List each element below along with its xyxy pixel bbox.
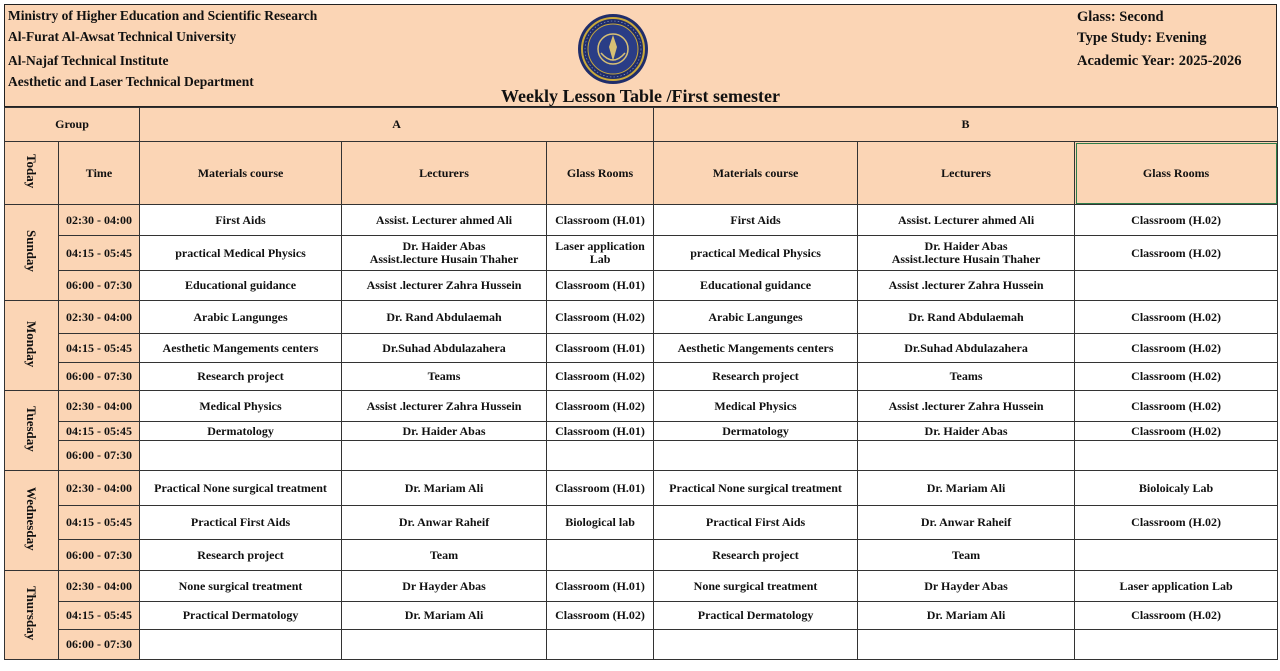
b-rooms-header[interactable]: Glass Rooms: [1075, 142, 1278, 205]
table-row: [5, 630, 1278, 660]
b-course-cell: Practical Dermatology: [654, 602, 858, 630]
b-course-cell: Medical Physics: [654, 391, 858, 422]
time-cell: 02:30 - 04:00: [59, 391, 140, 422]
b-lecturer-cell: Dr. Haider Abas: [858, 422, 1075, 441]
time-header: Time: [59, 142, 140, 205]
day-label: Wednesday: [24, 487, 39, 551]
b-room-cell: Bioloicaly Lab: [1075, 471, 1278, 506]
b-lecturer-cell: Dr Hayder Abas: [858, 571, 1075, 602]
b-course-cell: Dermatology: [654, 422, 858, 441]
time-cell: 04:15 - 05:45: [59, 236, 140, 271]
b-lecturer-cell: Dr. Anwar Raheif: [858, 506, 1075, 540]
table-row: [5, 391, 1278, 422]
time-cell: 06:00 - 07:30: [59, 540, 140, 571]
a-course-cell: Dermatology: [140, 422, 342, 441]
table-row: [5, 301, 1278, 334]
a-lecturer-cell: Teams: [342, 363, 547, 391]
b-room-cell: Classroom (H.02): [1075, 205, 1278, 236]
a-lecturer-cell: [342, 630, 547, 660]
a-course-cell: Practical Dermatology: [140, 602, 342, 630]
b-course-cell: Aesthetic Mangements centers: [654, 334, 858, 363]
day-cell: [5, 571, 59, 660]
a-course-cell: Practical None surgical treatment: [140, 471, 342, 506]
a-room-cell: Biological lab: [547, 506, 654, 540]
b-lecturer-cell: Dr. Rand Abdulaemah: [858, 301, 1075, 334]
day-label: Thursday: [24, 586, 39, 641]
group-b-header: B: [654, 108, 1278, 142]
a-room-cell: Classroom (H.01): [547, 571, 654, 602]
b-lecturer-cell: [858, 441, 1075, 471]
b-lecturers-header: Lecturers: [858, 142, 1075, 205]
b-room-cell: [1075, 271, 1278, 301]
b-course-cell: Research project: [654, 363, 858, 391]
table-row: [5, 602, 1278, 630]
table-row: [5, 471, 1278, 506]
table-row: [5, 422, 1278, 441]
a-rooms-header: Glass Rooms: [547, 142, 654, 205]
time-cell: 02:30 - 04:00: [59, 205, 140, 236]
table-row: [5, 334, 1278, 363]
a-room-cell: [547, 441, 654, 471]
b-room-cell: Classroom (H.02): [1075, 506, 1278, 540]
table-row: [5, 571, 1278, 602]
b-course-cell: [654, 441, 858, 471]
day-label: Sunday: [24, 230, 39, 272]
a-room-cell: Classroom (H.02): [547, 363, 654, 391]
b-room-cell: [1075, 540, 1278, 571]
a-course-cell: [140, 441, 342, 471]
ministry-line: Ministry of Higher Education and Scientific Research: [8, 8, 318, 23]
table-row: [5, 363, 1278, 391]
time-cell: 06:00 - 07:30: [59, 271, 140, 301]
a-lecturer-cell: Dr. Mariam Ali: [342, 602, 547, 630]
academic-year-line: Academic Year: 2025-2026: [1077, 53, 1242, 69]
day-cell: [5, 391, 59, 471]
a-room-cell: [547, 540, 654, 571]
day-cell: [5, 301, 59, 391]
table-row: [5, 506, 1278, 540]
table-row: [5, 540, 1278, 571]
b-lecturer-cell: [858, 630, 1075, 660]
b-course-cell: Educational guidance: [654, 271, 858, 301]
a-course-cell: practical Medical Physics: [140, 236, 342, 271]
a-room-cell: Classroom (H.01): [547, 205, 654, 236]
b-room-cell: Classroom (H.02): [1075, 602, 1278, 630]
a-room-cell: Classroom (H.01): [547, 334, 654, 363]
a-course-cell: Educational guidance: [140, 271, 342, 301]
a-course-cell: Arabic Langunges: [140, 301, 342, 334]
a-lecturer-cell: Dr. Haider Abas Assist.lecture Husain Thaher: [342, 236, 547, 271]
study-type-line: Type Study: Evening: [1077, 30, 1207, 46]
university-seal-icon: [577, 13, 649, 85]
b-room-cell: Classroom (H.02): [1075, 422, 1278, 441]
b-room-cell: Laser application Lab: [1075, 571, 1278, 602]
b-room-cell: [1075, 441, 1278, 471]
a-lecturer-cell: Team: [342, 540, 547, 571]
a-room-cell: [547, 630, 654, 660]
b-lecturer-cell: Assist. Lecturer ahmed Ali: [858, 205, 1075, 236]
b-lecturer-cell: Dr. Haider Abas Assist.lecture Husain Thaher: [858, 236, 1075, 271]
a-lecturers-header: Lecturers: [342, 142, 547, 205]
today-label: Today: [24, 154, 39, 189]
b-lecturer-cell: Dr. Mariam Ali: [858, 471, 1075, 506]
b-lecturer-cell: Team: [858, 540, 1075, 571]
table-row: [5, 236, 1278, 271]
b-lecturer-cell: Assist .lecturer Zahra Hussein: [858, 271, 1075, 301]
a-material-header: Materials course: [140, 142, 342, 205]
a-course-cell: Aesthetic Mangements centers: [140, 334, 342, 363]
b-course-cell: First Aids: [654, 205, 858, 236]
table-row: [5, 271, 1278, 301]
time-cell: 06:00 - 07:30: [59, 441, 140, 471]
a-lecturer-cell: Dr.Suhad Abdulazahera: [342, 334, 547, 363]
group-a-header: A: [140, 108, 654, 142]
a-room-cell: Classroom (H.02): [547, 602, 654, 630]
a-lecturer-cell: Dr Hayder Abas: [342, 571, 547, 602]
b-room-cell: Classroom (H.02): [1075, 334, 1278, 363]
a-room-cell: Classroom (H.02): [547, 391, 654, 422]
a-room-cell: Classroom (H.01): [547, 271, 654, 301]
b-lecturer-cell: Teams: [858, 363, 1075, 391]
time-cell: 06:00 - 07:30: [59, 630, 140, 660]
time-cell: 02:30 - 04:00: [59, 301, 140, 334]
time-cell: 04:15 - 05:45: [59, 334, 140, 363]
a-course-cell: Research project: [140, 540, 342, 571]
day-label: Tuesday: [24, 406, 39, 452]
day-label: Monday: [24, 320, 39, 368]
b-course-cell: None surgical treatment: [654, 571, 858, 602]
b-course-cell: practical Medical Physics: [654, 236, 858, 271]
column-header-row: [5, 142, 1278, 205]
b-material-header: Materials course: [654, 142, 858, 205]
day-cell: [5, 205, 59, 301]
department-line: Aesthetic and Laser Technical Department: [8, 74, 254, 89]
b-lecturer-cell: Dr. Mariam Ali: [858, 602, 1075, 630]
class-line: Glass: Second: [1077, 9, 1164, 25]
group-label: Group: [5, 108, 140, 142]
group-header-row: [5, 108, 1278, 142]
a-room-cell: Classroom (H.01): [547, 471, 654, 506]
a-lecturer-cell: Dr. Haider Abas: [342, 422, 547, 441]
a-room-cell: Classroom (H.01): [547, 422, 654, 441]
a-lecturer-cell: Assist. Lecturer ahmed Ali: [342, 205, 547, 236]
a-lecturer-cell: Assist .lecturer Zahra Hussein: [342, 391, 547, 422]
a-course-cell: None surgical treatment: [140, 571, 342, 602]
university-line: Al-Furat Al-Awsat Technical University: [8, 29, 237, 44]
a-lecturer-cell: Dr. Mariam Ali: [342, 471, 547, 506]
time-cell: 04:15 - 05:45: [59, 602, 140, 630]
page-title: Weekly Lesson Table /First semester: [501, 86, 780, 106]
b-room-cell: Classroom (H.02): [1075, 236, 1278, 271]
today-header: [5, 142, 59, 205]
a-room-cell: Classroom (H.02): [547, 301, 654, 334]
time-cell: 02:30 - 04:00: [59, 571, 140, 602]
a-lecturer-cell: [342, 441, 547, 471]
time-cell: 06:00 - 07:30: [59, 363, 140, 391]
b-course-cell: Arabic Langunges: [654, 301, 858, 334]
b-room-cell: [1075, 630, 1278, 660]
a-room-cell: Laser application Lab: [547, 236, 654, 271]
document-header: [4, 4, 1277, 107]
table-row: [5, 205, 1278, 236]
a-lecturer-cell: Dr. Rand Abdulaemah: [342, 301, 547, 334]
institute-line: Al-Najaf Technical Institute: [8, 53, 169, 68]
b-course-cell: Research project: [654, 540, 858, 571]
a-lecturer-cell: Dr. Anwar Raheif: [342, 506, 547, 540]
time-cell: 02:30 - 04:00: [59, 471, 140, 506]
a-course-cell: First Aids: [140, 205, 342, 236]
b-lecturer-cell: Dr.Suhad Abdulazahera: [858, 334, 1075, 363]
b-course-cell: [654, 630, 858, 660]
b-lecturer-cell: Assist .lecturer Zahra Hussein: [858, 391, 1075, 422]
a-course-cell: Research project: [140, 363, 342, 391]
table-row: [5, 441, 1278, 471]
a-course-cell: Practical First Aids: [140, 506, 342, 540]
b-room-cell: Classroom (H.02): [1075, 391, 1278, 422]
b-course-cell: Practical First Aids: [654, 506, 858, 540]
lesson-table: [4, 107, 1278, 660]
time-cell: 04:15 - 05:45: [59, 422, 140, 441]
b-room-cell: Classroom (H.02): [1075, 363, 1278, 391]
b-course-cell: Practical None surgical treatment: [654, 471, 858, 506]
a-lecturer-cell: Assist .lecturer Zahra Hussein: [342, 271, 547, 301]
a-course-cell: [140, 630, 342, 660]
day-cell: [5, 471, 59, 571]
b-room-cell: Classroom (H.02): [1075, 301, 1278, 334]
time-cell: 04:15 - 05:45: [59, 506, 140, 540]
a-course-cell: Medical Physics: [140, 391, 342, 422]
